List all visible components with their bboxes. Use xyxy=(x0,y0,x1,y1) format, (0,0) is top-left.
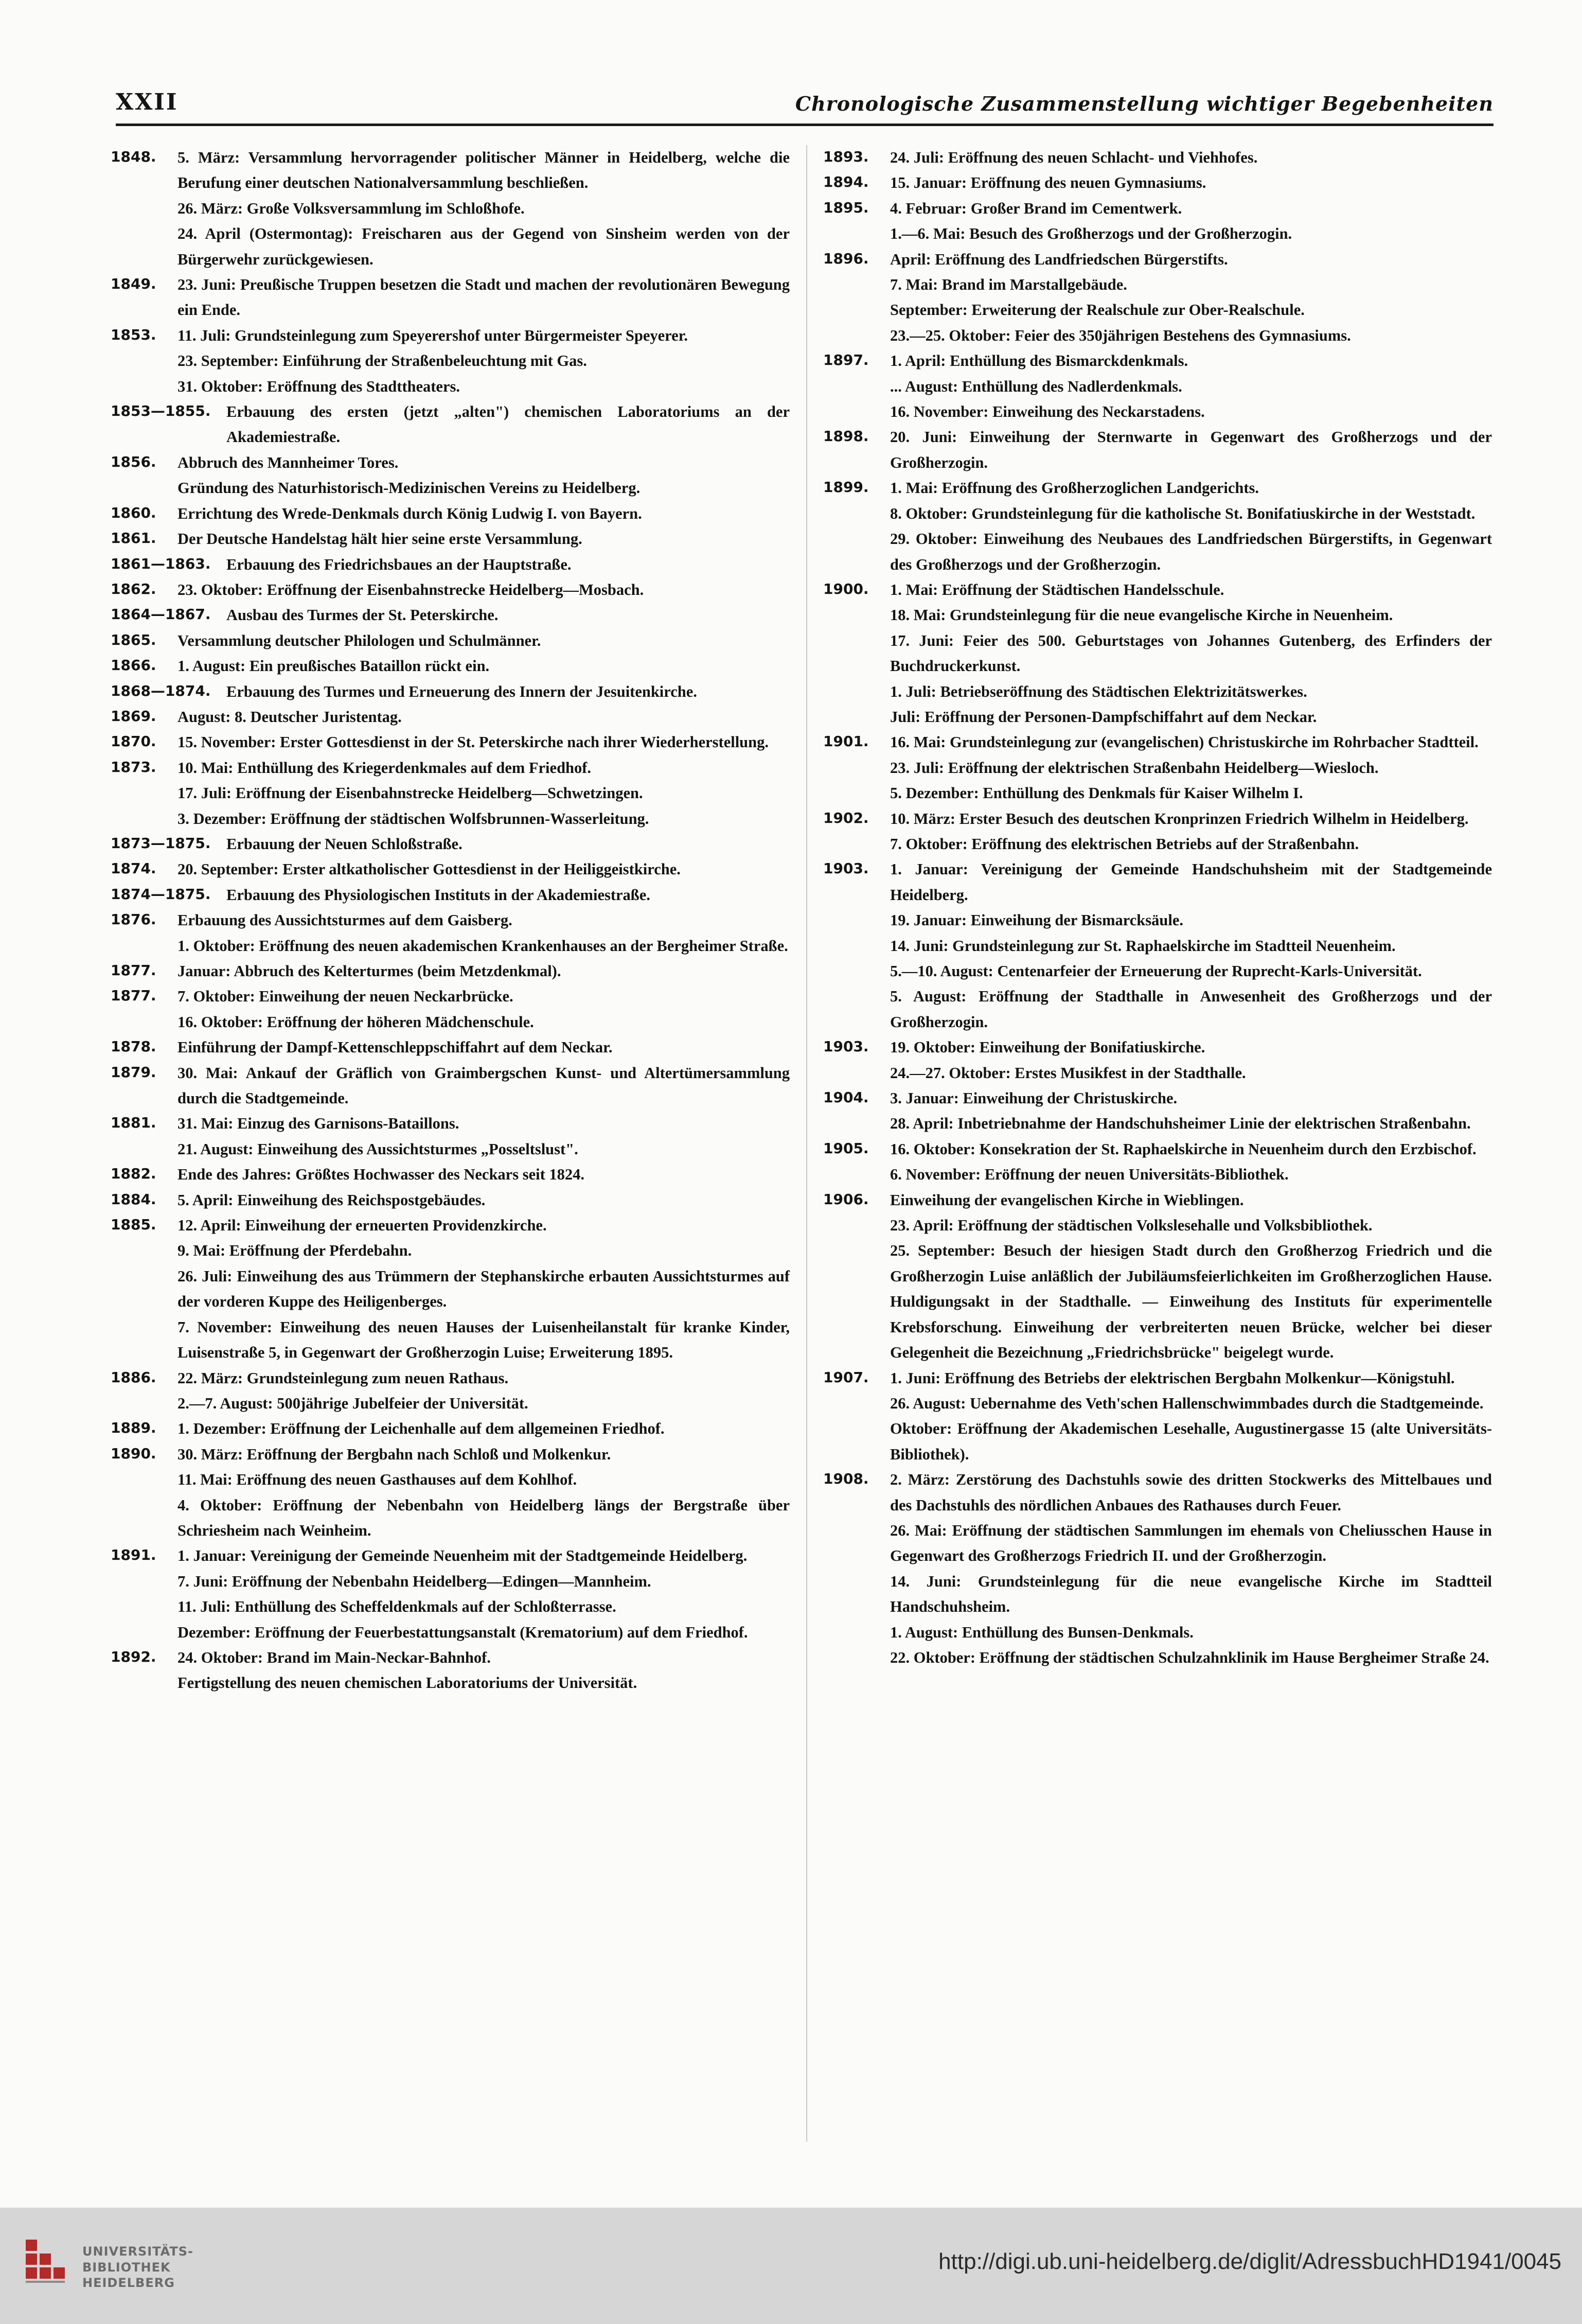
entry-text: 7. Oktober: Einweihung der neuen Neckarbrücke. xyxy=(177,988,513,1006)
chronology-entry xyxy=(111,1543,790,1569)
entry-text: 14. Juni: Grundsteinlegung zur St. Raphaelskirche im Stadtteil Neuenheim. xyxy=(890,937,1396,955)
entry-text: 24.—27. Oktober: Erstes Musikfest in der Stadthalle. xyxy=(890,1064,1246,1082)
chronology-entry xyxy=(823,755,1492,781)
library-name xyxy=(82,2244,193,2291)
chronology-entry xyxy=(111,1010,790,1035)
entry-year: 1899. xyxy=(823,479,869,496)
entry-text: 1. Januar: Vereinigung der Gemeinde Neuenheim mit der Stadtgemeinde Heidelberg. xyxy=(177,1547,748,1565)
entry-text: 1. August: Ein preußisches Bataillon rückt ein. xyxy=(177,657,490,675)
entry-year: 1861—1863. xyxy=(111,555,211,572)
chronology-entry xyxy=(111,1645,790,1670)
entry-year: 1906. xyxy=(823,1190,869,1208)
entry-text: 11. Mai: Eröffnung des neuen Gasthauses auf dem Kohlhof. xyxy=(177,1471,577,1489)
entry-text: 2.—7. August: 500jährige Jubelfeier der Universität. xyxy=(177,1394,528,1412)
chronology-entry xyxy=(111,501,790,526)
entry-text: 20. Juni: Einweihung der Sternwarte in Gegenwart des Großherzogs und der Großherzogin. xyxy=(890,428,1492,471)
chronology-entry xyxy=(111,399,790,450)
entry-text: 29. Oktober: Einweihung des Neubaues des Landfriedschen Bürgerstifts, in Gegenwart des Großherzogs und der Großherzogin. xyxy=(890,530,1492,573)
chronology-entry xyxy=(111,1213,790,1238)
entry-text: 16. Mai: Grundsteinlegung zur (evangelischen) Christuskirche im Rohrbacher Stadtteil. xyxy=(890,733,1479,751)
chronology-entry xyxy=(111,959,790,984)
entry-text: April: Eröffnung des Landfriedschen Bürgerstifts. xyxy=(890,250,1228,268)
entry-text: 5. April: Einweihung des Reichspostgebäudes. xyxy=(177,1191,486,1209)
chronology-entry xyxy=(823,1162,1492,1187)
entry-year: 1877. xyxy=(111,962,156,979)
chronology-entry xyxy=(823,705,1492,730)
entry-text: 5. März: Versammlung hervorragender politischer Männer in Heidelberg, welche die Berufung einer deutschen Nationalversammlung beschließen. xyxy=(177,149,790,192)
chronology-entry xyxy=(111,984,790,1009)
entry-text: 23. Juli: Eröffnung der elektrischen Straßenbahn Heidelberg—Wiesloch. xyxy=(890,759,1379,777)
entry-year: 1904. xyxy=(823,1089,869,1106)
entry-year: 1884. xyxy=(111,1190,156,1208)
chronology-entry xyxy=(823,374,1492,399)
entry-text: Der Deutsche Handelstag hält hier seine erste Versammlung. xyxy=(177,530,582,548)
entry-text: 1. August: Enthüllung des Bunsen-Denkmals. xyxy=(890,1623,1194,1641)
entry-text: Oktober: Eröffnung der Akademischen Lesehalle, Augustinergasse 15 (alte Universitäts-Bibliothek). xyxy=(890,1420,1492,1463)
entry-text: 3. Dezember: Eröffnung der städtischen Wolfsbrunnen-Wasserleitung. xyxy=(177,809,649,828)
entry-year: 1891. xyxy=(111,1546,156,1564)
entry-year: 1897. xyxy=(823,351,869,369)
chronology-entry xyxy=(111,1238,790,1263)
entry-text: Erbauung des Aussichtsturmes auf dem Gaisberg. xyxy=(177,911,512,929)
entry-text: 22. Oktober: Eröffnung der städtischen Schulzahnklinik im Hause Bergheimer Straße 24. xyxy=(890,1648,1489,1666)
entry-text: 1. Dezember: Eröffnung der Leichenhalle auf dem allgemeinen Friedhof. xyxy=(177,1420,665,1438)
entry-text: 14. Juni: Grundsteinlegung für die neue evangelische Kirche im Stadtteil Handschuhsheim. xyxy=(890,1572,1492,1616)
chronology-entry xyxy=(823,272,1492,297)
chronology-entry xyxy=(823,145,1492,170)
entry-text: ... August: Enthüllung des Nadlerdenkmals. xyxy=(890,377,1182,395)
chronology-entry xyxy=(823,577,1492,603)
chronology-entry xyxy=(823,1569,1492,1620)
entry-text: September: Erweiterung der Realschule zur Ober-Realschule. xyxy=(890,301,1305,319)
entry-year: 1896. xyxy=(823,250,869,267)
chronology-entry xyxy=(823,247,1492,272)
chronology-entry xyxy=(823,501,1492,526)
library-name-line: UNIVERSITÄTS- xyxy=(82,2244,194,2259)
entry-text: 31. Mai: Einzug des Garnisons-Bataillons. xyxy=(177,1115,459,1133)
entry-year: 1902. xyxy=(823,809,869,826)
entry-text: 4. Februar: Großer Brand im Cementwerk. xyxy=(890,199,1182,217)
entry-text: Gründung des Naturhistorisch-Medizinischen Vereins zu Heidelberg. xyxy=(177,479,641,497)
entry-year: 1892. xyxy=(111,1648,156,1665)
entry-text: 21. August: Einweihung des Aussichtsturmes „Posseltslust". xyxy=(177,1140,578,1158)
entry-text: August: 8. Deutscher Juristentag. xyxy=(177,708,402,726)
entry-text: 10. Mai: Enthüllung des Kriegerdenkmales auf dem Friedhof. xyxy=(177,759,592,777)
entry-year: 1853—1855. xyxy=(111,402,211,420)
entry-year: 1900. xyxy=(823,580,869,597)
chronology-entry xyxy=(111,1111,790,1136)
page-title: Chronologische Zusammenstellung wichtiger Begebenheiten xyxy=(795,92,1494,115)
entry-year: 1848. xyxy=(111,148,156,165)
entry-text: 7. Oktober: Eröffnung des elektrischen Betriebs auf der Straßenbahn. xyxy=(890,835,1359,853)
entry-text: Ausbau des Turmes der St. Peterskirche. xyxy=(226,606,499,624)
chronology-entry xyxy=(111,1594,790,1619)
entry-year: 1893. xyxy=(823,148,869,165)
chronology-entry xyxy=(823,730,1492,755)
entry-text: Januar: Abbruch des Kelterturmes (beim Metzdenkmal). xyxy=(177,962,561,980)
entry-year: 1889. xyxy=(111,1419,156,1437)
entry-text: 1. Juli: Betriebseröffnung des Städtischen Elektrizitätswerkes. xyxy=(890,682,1307,700)
entry-text: 26. August: Uebernahme des Veth'schen Hallenschwimmbades durch die Stadtgemeinde. xyxy=(890,1394,1484,1412)
entry-year: 1861. xyxy=(111,530,156,547)
entry-text: 1. Juni: Eröffnung des Betriebs der elektrischen Bergbahn Molkenkur—Königstuhl. xyxy=(890,1369,1455,1387)
entry-year: 1876. xyxy=(111,911,156,928)
chronology-entry xyxy=(111,526,790,552)
chronology-entry xyxy=(111,1391,790,1416)
entry-text: 12. April: Einweihung der erneuerten Providenzkirche. xyxy=(177,1217,547,1235)
entry-text: 15. Januar: Eröffnung des neuen Gymnasiums. xyxy=(890,174,1206,192)
chronology-entry xyxy=(111,883,790,908)
chronology-entry xyxy=(111,1035,790,1060)
chronology-entry xyxy=(111,1162,790,1187)
chronology-entry xyxy=(111,857,790,882)
entry-year: 1878. xyxy=(111,1038,156,1055)
chronology-entry xyxy=(111,755,790,781)
right-column xyxy=(823,145,1492,1670)
entry-text: 5.—10. August: Centenarfeier der Erneuerung der Ruprecht-Karls-Universität. xyxy=(890,962,1422,980)
chronology-entry xyxy=(823,1391,1492,1416)
library-footer xyxy=(0,2208,1582,2324)
entry-text: 16. November: Einweihung des Neckarstadens. xyxy=(890,403,1205,421)
entry-year: 1853. xyxy=(111,326,156,343)
entry-text: 23. April: Eröffnung der städtischen Volkslesehalle und Volksbibliothek. xyxy=(890,1217,1373,1235)
entry-text: 23.—25. Oktober: Feier des 350jährigen Bestehens des Gymnasiums. xyxy=(890,326,1351,344)
entry-year: 1879. xyxy=(111,1063,156,1081)
chronology-entry xyxy=(111,1416,790,1441)
chronology-entry xyxy=(823,1061,1492,1086)
chronology-entry xyxy=(823,297,1492,323)
entry-year: 1903. xyxy=(823,1038,869,1055)
chronology-entry xyxy=(823,1645,1492,1670)
entry-year: 1874—1875. xyxy=(111,885,211,903)
entry-year: 1849. xyxy=(111,275,156,293)
entry-text: Erbauung des Friedrichsbaues an der Hauptstraße. xyxy=(226,555,572,573)
chronology-entry xyxy=(111,806,790,832)
chronology-entry xyxy=(823,1086,1492,1111)
entry-text: 10. März: Erster Besuch des deutschen Kronprinzen Friedrich Wilhelm in Heidelberg. xyxy=(890,809,1469,828)
entry-text: 5. Dezember: Enthüllung des Denkmals für Kaiser Wilhelm I. xyxy=(890,784,1303,802)
chronology-entry xyxy=(111,781,790,806)
entry-text: 26. Mai: Eröffnung der städtischen Sammlungen im ehemals von Cheliusschen Hause in Gegenwart des Großherzogs Friedrich II. und der Großherzogin. xyxy=(890,1521,1492,1565)
entry-text: 26. März: Große Volksversammlung im Schloßhofe. xyxy=(177,199,525,217)
chronology-entry xyxy=(111,908,790,933)
entry-text: Abbruch des Mannheimer Tores. xyxy=(177,453,399,471)
chronology-entry xyxy=(111,1315,790,1366)
entry-text: 23. Oktober: Eröffnung der Eisenbahnstrecke Heidelberg—Mosbach. xyxy=(177,580,644,598)
entry-text: 11. Juli: Grundsteinlegung zum Speyerershof unter Bürgermeister Speyerer. xyxy=(177,326,688,344)
entry-text: Ende des Jahres: Größtes Hochwasser des Neckars seit 1824. xyxy=(177,1166,584,1184)
entry-text: 1. Mai: Eröffnung der Städtischen Handelsschule. xyxy=(890,580,1224,598)
chronology-entry xyxy=(111,628,790,654)
entry-text: Erbauung des Turmes und Erneuerung des Innern der Jesuitenkirche. xyxy=(226,682,697,700)
chronology-entry xyxy=(111,654,790,679)
chronology-entry xyxy=(823,959,1492,984)
chronology-entry xyxy=(111,832,790,857)
chronology-entry xyxy=(111,1264,790,1315)
page-number: XXII xyxy=(116,89,179,115)
entry-text: Erbauung des ersten (jetzt „alten") chemischen Laboratoriums an der Akademiestraße. xyxy=(226,403,790,446)
entry-text: 20. September: Erster altkatholischer Gottesdienst in der Heiliggeistkirche. xyxy=(177,860,681,878)
entry-year: 1873. xyxy=(111,758,156,776)
entry-text: 17. Juni: Feier des 500. Geburtstages von Johannes Gutenberg, des Erfinders der Buchdruckerkunst. xyxy=(890,631,1492,675)
chronology-entry xyxy=(823,399,1492,425)
entry-text: 16. Oktober: Eröffnung der höheren Mädchenschule. xyxy=(177,1013,534,1031)
entry-year: 1864—1867. xyxy=(111,606,211,623)
chronology-entry xyxy=(111,1620,790,1645)
entry-text: Juli: Eröffnung der Personen-Dampfschiffahrt auf dem Neckar. xyxy=(890,708,1317,726)
entry-text: 9. Mai: Eröffnung der Pferdebahn. xyxy=(177,1242,412,1260)
chronology-entry xyxy=(823,425,1492,476)
entry-text: Fertigstellung des neuen chemischen Laboratoriums der Universität. xyxy=(177,1674,637,1692)
entry-year: 1870. xyxy=(111,733,156,750)
entry-text: 6. November: Eröffnung der neuen Universitäts-Bibliothek. xyxy=(890,1166,1289,1184)
chronology-entry xyxy=(111,1188,790,1213)
entry-year: 1882. xyxy=(111,1165,156,1183)
library-name-line: HEIDELBERG xyxy=(82,2276,175,2291)
chronology-entry xyxy=(823,1518,1492,1569)
entry-text: 30. März: Eröffnung der Bergbahn nach Schloß und Molkenkur. xyxy=(177,1445,611,1463)
chronology-entry xyxy=(823,781,1492,806)
entry-text: 2. März: Zerstörung des Dachstuhls sowie des dritten Stockwerks des Mittelbaues und des Dachstuhls des nördlichen Anbaues des Rathauses durch Feuer. xyxy=(890,1471,1492,1514)
chronology-entry xyxy=(111,323,790,348)
entry-text: 15. November: Erster Gottesdienst in der St. Peterskirche nach ihrer Wiederherstellung. xyxy=(177,733,769,751)
entry-text: 4. Oktober: Eröffnung der Nebenbahn von Heidelberg längs der Bergstraße über Schriesheim nach Weinheim. xyxy=(177,1496,790,1539)
chronology-entry xyxy=(823,984,1492,1035)
chronology-entry xyxy=(111,196,790,221)
entry-year: 1877. xyxy=(111,987,156,1005)
library-name-line: BIBLIOTHEK xyxy=(82,2260,171,2275)
entry-text: 19. Januar: Einweihung der Bismarcksäule. xyxy=(890,911,1183,929)
chronology-entry xyxy=(823,1188,1492,1213)
entry-text: 30. Mai: Ankauf der Gräflich von Graimbergschen Kunst- und Altertümersammlung durch die Stadtgemeinde. xyxy=(177,1064,790,1107)
chronology-entry xyxy=(111,1493,790,1544)
entry-text: 1.—6. Mai: Besuch des Großherzogs und der Großherzogin. xyxy=(890,225,1292,243)
entry-year: 1886. xyxy=(111,1368,156,1386)
chronology-entry xyxy=(111,450,790,476)
chronology-entry xyxy=(111,1670,790,1696)
chronology-entry xyxy=(823,323,1492,348)
entry-text: Einführung der Dampf-Kettenschleppschiffahrt auf dem Neckar. xyxy=(177,1038,613,1057)
chronology-entry xyxy=(823,348,1492,374)
entry-year: 1905. xyxy=(823,1139,869,1157)
entry-year: 1903. xyxy=(823,860,869,877)
chronology-entry xyxy=(823,1238,1492,1365)
entry-text: 8. Oktober: Grundsteinlegung für die katholische St. Bonifatiuskirche in der Weststadt. xyxy=(890,504,1476,522)
entry-text: Erbauung des Physiologischen Instituts in der Akademiestraße. xyxy=(226,886,650,904)
chronology-entry xyxy=(823,934,1492,959)
chronology-entry xyxy=(823,832,1492,857)
entry-text: 24. Juli: Eröffnung des neuen Schlacht- und Viehhofes. xyxy=(890,149,1258,166)
chronology-entry xyxy=(111,603,790,628)
entry-text: 23. Juni: Preußische Truppen besetzen die Stadt und machen der revolutionären Bewegung ein Ende. xyxy=(177,276,790,319)
chronology-entry xyxy=(111,145,790,196)
source-url-link[interactable]: http://digi.ub.uni-heidelberg.de/diglit/AdressbuchHD1941/0045 xyxy=(938,2249,1561,2274)
chronology-entry xyxy=(111,730,790,755)
entry-text: Dezember: Eröffnung der Feuerbestattungsanstalt (Krematorium) auf dem Friedhof. xyxy=(177,1623,748,1641)
column-divider xyxy=(806,145,807,2142)
entry-text: Versammlung deutscher Philologen und Schulmänner. xyxy=(177,631,541,649)
chronology-entry xyxy=(823,1366,1492,1391)
chronology-entry xyxy=(111,577,790,603)
chronology-entry xyxy=(823,857,1492,908)
chronology-entry xyxy=(111,1467,790,1492)
entry-text: 24. April (Ostermontag): Freischaren aus der Gegend von Sinsheim werden von der Bürgerwehr zurückgewiesen. xyxy=(177,225,790,268)
chronology-entry xyxy=(823,1467,1492,1518)
running-header xyxy=(116,77,1494,126)
entry-year: 1866. xyxy=(111,657,156,674)
entry-year: 1908. xyxy=(823,1470,869,1488)
chronology-entry xyxy=(111,1137,790,1162)
entry-text: 17. Juli: Eröffnung der Eisenbahnstrecke Heidelberg—Schwetzingen. xyxy=(177,784,643,802)
university-library-logo-icon xyxy=(26,2240,72,2292)
entry-text: 16. Oktober: Konsekration der St. Raphaelskirche in Neuenheim durch den Erzbischof. xyxy=(890,1140,1477,1158)
entry-text: 11. Juli: Enthüllung des Scheffeldenkmals auf der Schloßterrasse. xyxy=(177,1598,616,1616)
chronology-entry xyxy=(823,806,1492,832)
chronology-entry xyxy=(111,221,790,272)
entry-year: 1868—1874. xyxy=(111,682,211,699)
entry-text: 18. Mai: Grundsteinlegung für die neue evangelische Kirche in Neuenheim. xyxy=(890,606,1393,624)
left-column xyxy=(111,145,790,1696)
chronology-entry xyxy=(823,908,1492,933)
chronology-entry xyxy=(111,1366,790,1391)
entry-text: 25. September: Besuch der hiesigen Stadt durch den Großherzog Friedrich und die Großherzogin Luise anläßlich der Jubiläumsfeierlichkeiten im Großherzoglichen Hause. Huldigungsakt in der Stadthalle. — Einweihung des Instituts für experimentelle Krebsforschung. Einweihung der verbreiterten neuen Brücke, welcher bei dieser Gelegenheit die Bezeichnung „Friedrichsbrücke" beigelegt wurde. xyxy=(890,1242,1492,1362)
entry-year: 1895. xyxy=(823,199,869,216)
entry-year: 1869. xyxy=(111,707,156,725)
chronology-entry xyxy=(823,1035,1492,1060)
chronology-entry xyxy=(823,170,1492,196)
entry-year: 1860. xyxy=(111,504,156,521)
entry-text: 19. Oktober: Einweihung der Bonifatiuskirche. xyxy=(890,1038,1205,1057)
chronology-entry xyxy=(111,552,790,577)
entry-text: Erbauung der Neuen Schloßstraße. xyxy=(226,835,463,853)
entry-text: 1. Januar: Vereinigung der Gemeinde Handschuhsheim mit der Stadtgemeinde Heidelberg. xyxy=(890,860,1492,904)
entry-text: 26. Juli: Einweihung des aus Trümmern der Stephanskirche erbauten Aussichtsturmes auf der vorderen Kuppe des Heiligenberges. xyxy=(177,1267,790,1311)
entry-text: 1. April: Enthüllung des Bismarckdenkmals. xyxy=(890,352,1188,370)
chronology-entry xyxy=(111,348,790,374)
entry-year: 1885. xyxy=(111,1216,156,1234)
entry-year: 1907. xyxy=(823,1368,869,1386)
entry-text: 22. März: Grundsteinlegung zum neuen Rathaus. xyxy=(177,1369,509,1387)
entry-year: 1901. xyxy=(823,733,869,750)
entry-year: 1881. xyxy=(111,1114,156,1132)
entry-text: 28. April: Inbetriebnahme der Handschuhsheimer Linie der elektrischen Straßenbahn. xyxy=(890,1115,1471,1133)
entry-year: 1856. xyxy=(111,453,156,470)
chronology-entry xyxy=(111,1442,790,1467)
chronology-entry xyxy=(823,476,1492,501)
chronology-entry xyxy=(823,526,1492,577)
entry-year: 1862. xyxy=(111,580,156,597)
entry-year: 1873—1875. xyxy=(111,834,211,852)
entry-year: 1874. xyxy=(111,860,156,877)
entry-text: 7. November: Einweihung des neuen Hauses der Luisenheilanstalt für kranke Kinder, Luisenstraße 5, in Gegenwart der Großherzogin Luise; Erweiterung 1895. xyxy=(177,1318,790,1362)
entry-text: 23. September: Einführung der Straßenbeleuchtung mit Gas. xyxy=(177,352,587,370)
chronology-entry xyxy=(823,1111,1492,1136)
chronology-entry xyxy=(823,1416,1492,1467)
chronology-entry xyxy=(111,1061,790,1112)
chronology-entry xyxy=(823,628,1492,679)
entry-text: 7. Mai: Brand im Marstallgebäude. xyxy=(890,276,1127,294)
chronology-entry xyxy=(823,679,1492,705)
entry-text: 3. Januar: Einweihung der Christuskirche. xyxy=(890,1089,1178,1107)
chronology-entry xyxy=(823,603,1492,628)
entry-text: 1. Oktober: Eröffnung des neuen akademischen Krankenhauses an der Bergheimer Straße. xyxy=(177,937,788,955)
entry-year: 1890. xyxy=(111,1445,156,1462)
entry-text: Einweihung der evangelischen Kirche in Wieblingen. xyxy=(890,1191,1244,1209)
entry-year: 1894. xyxy=(823,173,869,191)
entry-year: 1898. xyxy=(823,428,869,445)
chronology-entry xyxy=(111,679,790,705)
entry-text: 5. August: Eröffnung der Stadthalle in Anwesenheit des Großherzogs und der Großherzogin. xyxy=(890,988,1492,1031)
chronology-entry xyxy=(111,476,790,501)
entry-text: Errichtung des Wrede-Denkmals durch König Ludwig I. von Bayern. xyxy=(177,504,642,522)
chronology-entry xyxy=(111,705,790,730)
chronology-entry xyxy=(823,1213,1492,1238)
chronology-entry xyxy=(823,1620,1492,1645)
chronology-entry xyxy=(823,196,1492,221)
chronology-entry xyxy=(111,272,790,323)
chronology-entry xyxy=(111,934,790,959)
entry-text: 24. Oktober: Brand im Main-Neckar-Bahnhof. xyxy=(177,1648,491,1666)
chronology-entry xyxy=(111,1569,790,1594)
entry-text: 7. Juni: Eröffnung der Nebenbahn Heidelberg—Edingen—Mannheim. xyxy=(177,1572,651,1590)
entry-year: 1865. xyxy=(111,631,156,648)
chronology-entry xyxy=(823,221,1492,247)
entry-text: 1. Mai: Eröffnung des Großherzoglichen Landgerichts. xyxy=(890,479,1259,497)
chronology-entry xyxy=(111,374,790,399)
entry-text: 31. Oktober: Eröffnung des Stadttheaters. xyxy=(177,377,460,395)
chronology-entry xyxy=(823,1137,1492,1162)
